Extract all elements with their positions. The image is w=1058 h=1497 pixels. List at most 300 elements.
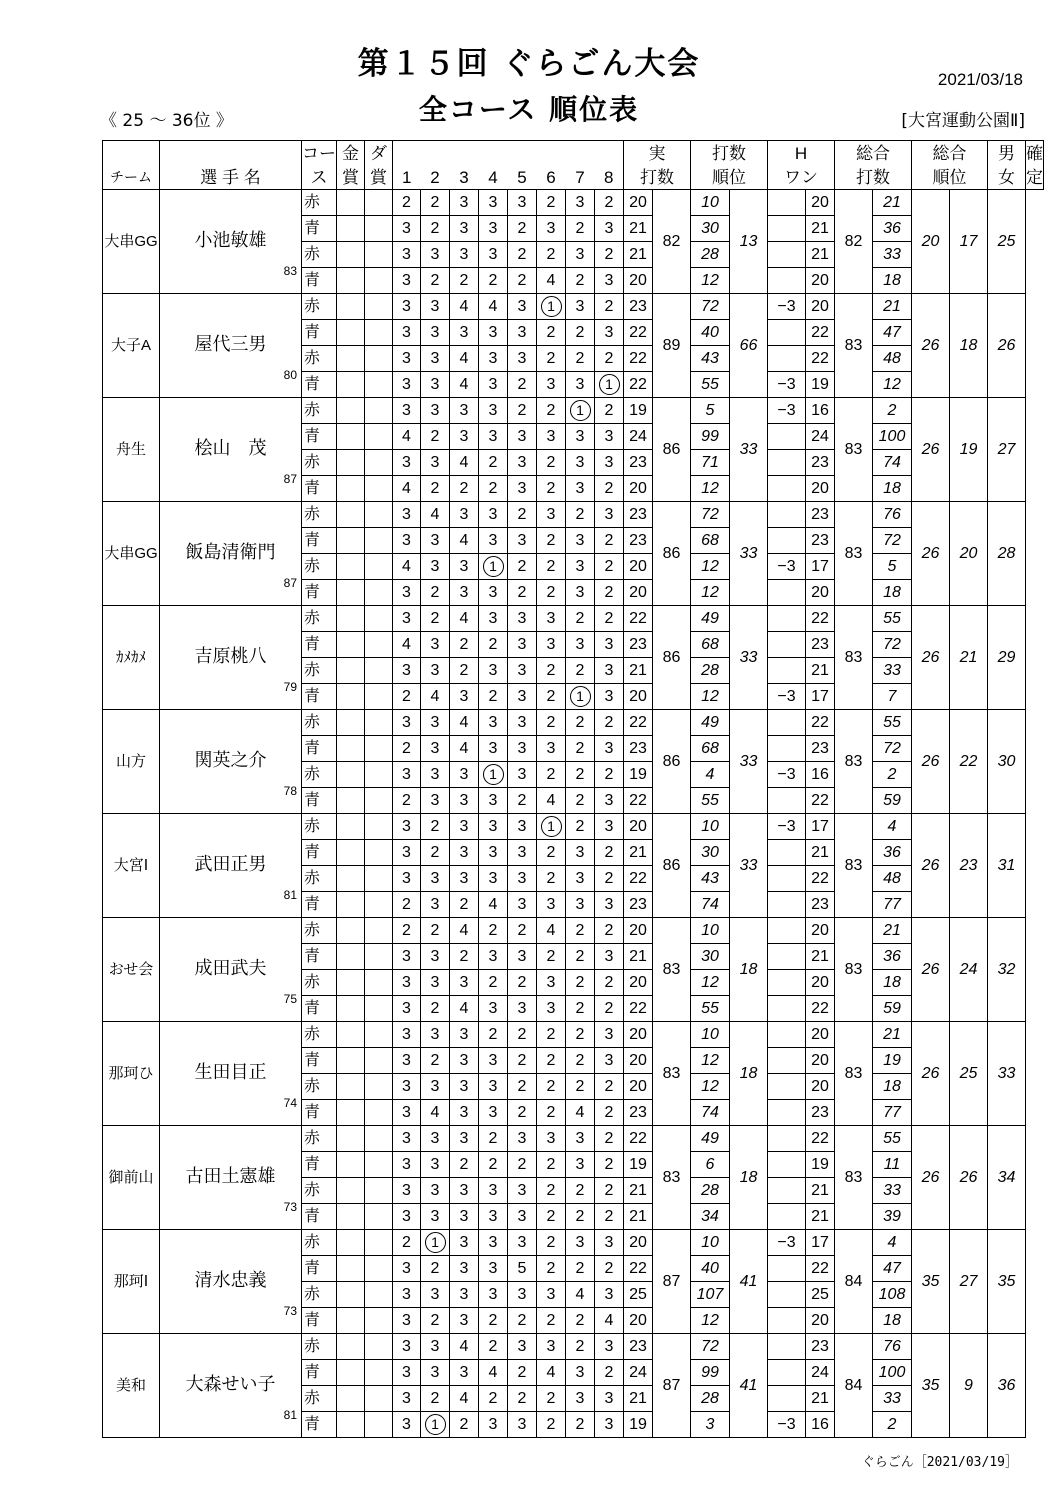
hole-score: 2 [595, 918, 624, 944]
hole-score [595, 372, 624, 398]
hole-score: 3 [595, 684, 624, 710]
hio-adjust [768, 320, 806, 346]
gold-award [337, 502, 365, 528]
hio-adjust [768, 736, 806, 762]
course-color: 赤 [302, 1126, 337, 1152]
course-color: 赤 [302, 866, 337, 892]
hole-score: 4 [450, 736, 479, 762]
hole-score: 2 [479, 476, 508, 502]
gold-award [337, 216, 365, 242]
course-rank: 43 [691, 866, 730, 892]
hole-score: 3 [479, 866, 508, 892]
hole-score: 2 [479, 1386, 508, 1412]
venue: [大宮運動公園Ⅱ] [901, 111, 1025, 131]
hole-score [421, 1230, 450, 1256]
course-color: 赤 [302, 762, 337, 788]
hole-score: 2 [537, 710, 566, 736]
hdr-hole-2: 2 [421, 165, 450, 190]
team-name: 大串GG [103, 502, 160, 606]
hole-score: 3 [479, 502, 508, 528]
hole-score: 2 [537, 320, 566, 346]
gold-award [337, 710, 365, 736]
course-color: 青 [302, 1204, 337, 1230]
course-sum: 23 [624, 450, 653, 476]
hole-score: 2 [508, 372, 537, 398]
hdr-team: チーム [103, 165, 160, 190]
hole-score: 2 [421, 840, 450, 866]
strokes-rank: 13 [730, 190, 768, 294]
hole-score: 2 [566, 996, 595, 1022]
hole-score: 3 [421, 762, 450, 788]
hole-in-one-mark: 1 [570, 400, 591, 421]
gold-award [337, 970, 365, 996]
team-name: 大串GG [103, 190, 160, 294]
adjusted-sum: 21 [806, 840, 835, 866]
course-rank: 72 [691, 294, 730, 320]
hole-score: 2 [508, 1100, 537, 1126]
hole-score: 2 [508, 398, 537, 424]
header-row-top [103, 141, 1044, 166]
total-rank: 35 [912, 1230, 950, 1334]
hole-score: 3 [450, 1126, 479, 1152]
total-strokes: 83 [835, 710, 873, 814]
player-row [103, 710, 1044, 736]
hole-score: 3 [595, 944, 624, 970]
course-color: 赤 [302, 606, 337, 632]
hole-score: 2 [421, 1386, 450, 1412]
hole-score: 3 [479, 788, 508, 814]
strokes-rank: 33 [730, 606, 768, 710]
course-rank: 12 [691, 970, 730, 996]
total-strokes: 82 [835, 190, 873, 294]
da-award [365, 632, 393, 658]
hole-score: 3 [508, 606, 537, 632]
course-sum: 20 [624, 268, 653, 294]
gold-award [337, 450, 365, 476]
course-sum: 22 [624, 710, 653, 736]
hio-adjust [768, 866, 806, 892]
hole-score: 3 [595, 1386, 624, 1412]
hole-score: 3 [393, 1204, 421, 1230]
hole-score: 2 [508, 1152, 537, 1178]
total-rank: 26 [912, 502, 950, 606]
adjusted-sum: 21 [806, 1178, 835, 1204]
hole-score: 3 [479, 1048, 508, 1074]
hole-score: 2 [479, 632, 508, 658]
course-color: 赤 [302, 1022, 337, 1048]
hole-score: 3 [566, 580, 595, 606]
course-color: 青 [302, 1048, 337, 1074]
hole-score: 3 [508, 450, 537, 476]
hio-adjust: −3 [768, 1230, 806, 1256]
hole-score: 3 [479, 424, 508, 450]
hole-score [479, 554, 508, 580]
hole-score: 2 [393, 788, 421, 814]
course-color: 赤 [302, 1074, 337, 1100]
hole-in-one-mark: 1 [425, 1232, 446, 1253]
adjusted-sum: 19 [806, 372, 835, 398]
hole-score: 2 [566, 1022, 595, 1048]
hole-score: 3 [450, 1230, 479, 1256]
adjusted-rank: 76 [873, 502, 912, 528]
adjusted-rank: 33 [873, 242, 912, 268]
hole-score: 3 [537, 1282, 566, 1308]
hdr-hole-4: 4 [479, 165, 508, 190]
gold-award [337, 372, 365, 398]
adjusted-rank: 18 [873, 970, 912, 996]
hole-score: 3 [450, 1256, 479, 1282]
hole-score: 3 [421, 892, 450, 918]
hole-score: 3 [479, 1282, 508, 1308]
hole-score: 2 [508, 1360, 537, 1386]
final-rank: 31 [988, 814, 1026, 918]
hole-score: 3 [479, 1178, 508, 1204]
course-rank: 40 [691, 1256, 730, 1282]
da-award [365, 970, 393, 996]
hole-score: 3 [537, 424, 566, 450]
hole-score: 3 [537, 1334, 566, 1360]
course-rank: 68 [691, 736, 730, 762]
hole-score: 3 [393, 1360, 421, 1386]
da-award [365, 528, 393, 554]
hole-score: 3 [566, 242, 595, 268]
total-rank: 26 [912, 398, 950, 502]
course-color: 青 [302, 216, 337, 242]
hole-score: 3 [537, 502, 566, 528]
da-award [365, 580, 393, 606]
hole-score: 3 [421, 788, 450, 814]
hole-score: 3 [450, 1074, 479, 1100]
hole-score: 2 [479, 1308, 508, 1334]
adjusted-rank: 59 [873, 788, 912, 814]
course-rank: 74 [691, 1100, 730, 1126]
hole-score: 2 [537, 554, 566, 580]
course-color: 赤 [302, 398, 337, 424]
da-award [365, 1022, 393, 1048]
hole-score: 4 [450, 294, 479, 320]
ranking-table [102, 140, 1044, 1438]
hole-score: 2 [421, 606, 450, 632]
course-rank: 12 [691, 1048, 730, 1074]
gold-award [337, 1308, 365, 1334]
course-rank: 49 [691, 606, 730, 632]
hio-adjust [768, 970, 806, 996]
hole-score: 2 [450, 1152, 479, 1178]
gold-award [337, 476, 365, 502]
hdr-total: 打数 [835, 165, 912, 190]
player-age: 81 [283, 888, 297, 902]
adjusted-rank: 33 [873, 658, 912, 684]
gender-rank: 9 [950, 1334, 988, 1438]
hdr-hole-6: 6 [537, 165, 566, 190]
course-color: 青 [302, 632, 337, 658]
course-rank: 68 [691, 528, 730, 554]
gold-award [337, 1100, 365, 1126]
hole-score: 3 [421, 398, 450, 424]
hdr-actual-top: 実 [624, 141, 691, 166]
hole-score: 3 [595, 424, 624, 450]
hole-score: 2 [566, 346, 595, 372]
da-award [365, 398, 393, 424]
hio-adjust [768, 1126, 806, 1152]
hdr-gold: 賞 [337, 165, 365, 190]
course-color: 赤 [302, 450, 337, 476]
gold-award [337, 606, 365, 632]
course-rank: 34 [691, 1204, 730, 1230]
hole-score: 3 [421, 554, 450, 580]
gold-award [337, 814, 365, 840]
hole-score: 3 [508, 1178, 537, 1204]
player-name-cell [160, 294, 302, 398]
hole-score: 3 [537, 970, 566, 996]
player-age: 75 [283, 992, 297, 1006]
page-title: 第１５回 ぐらごん大会 [357, 46, 701, 82]
adjusted-rank: 55 [873, 606, 912, 632]
course-rank: 55 [691, 788, 730, 814]
adjusted-rank: 18 [873, 580, 912, 606]
hole-score: 3 [450, 1178, 479, 1204]
hio-adjust: −3 [768, 1412, 806, 1438]
adjusted-rank: 100 [873, 424, 912, 450]
hole-score: 3 [393, 1334, 421, 1360]
gold-award [337, 346, 365, 372]
hole-score: 3 [595, 1412, 624, 1438]
adjusted-rank: 21 [873, 1022, 912, 1048]
total-rank: 26 [912, 1022, 950, 1126]
adjusted-sum: 23 [806, 528, 835, 554]
course-rank: 40 [691, 320, 730, 346]
player-row [103, 1126, 1044, 1152]
hdr-da-top: ダ [365, 141, 393, 166]
total-strokes: 83 [835, 606, 873, 710]
course-sum: 20 [624, 1230, 653, 1256]
hole-score: 3 [508, 190, 537, 216]
player-name-cell [160, 918, 302, 1022]
hole-score: 2 [479, 1334, 508, 1360]
hole-score: 3 [595, 216, 624, 242]
adjusted-rank: 2 [873, 1412, 912, 1438]
course-sum: 25 [624, 1282, 653, 1308]
adjusted-sum: 20 [806, 190, 835, 216]
hole-score: 3 [450, 424, 479, 450]
total-strokes: 83 [835, 918, 873, 1022]
hio-adjust [768, 528, 806, 554]
hole-score: 2 [479, 1022, 508, 1048]
actual-strokes: 89 [653, 294, 691, 398]
hole-in-one-mark: 1 [541, 296, 562, 317]
hole-score: 2 [595, 476, 624, 502]
hio-adjust [768, 242, 806, 268]
da-award [365, 684, 393, 710]
hole-score: 2 [421, 580, 450, 606]
hole-score: 3 [421, 1074, 450, 1100]
da-award [365, 736, 393, 762]
hole-score: 2 [421, 190, 450, 216]
course-sum: 23 [624, 736, 653, 762]
hio-adjust [768, 918, 806, 944]
hole-score: 3 [566, 632, 595, 658]
adjusted-rank: 77 [873, 1100, 912, 1126]
hole-score: 2 [537, 1412, 566, 1438]
hio-adjust [768, 840, 806, 866]
gender-rank: 23 [950, 814, 988, 918]
hole-score: 2 [595, 710, 624, 736]
player-age: 80 [283, 368, 297, 382]
hio-adjust [768, 1360, 806, 1386]
hdr-course-top: コー [302, 141, 337, 166]
course-color: 青 [302, 424, 337, 450]
player-age: 87 [283, 576, 297, 590]
player-name-cell [160, 502, 302, 606]
da-award [365, 1152, 393, 1178]
course-rank: 99 [691, 424, 730, 450]
hdr-holes-top [393, 141, 624, 166]
hole-score: 3 [393, 1022, 421, 1048]
course-color: 青 [302, 268, 337, 294]
hole-score: 3 [393, 710, 421, 736]
hole-score: 3 [595, 632, 624, 658]
course-rank: 72 [691, 502, 730, 528]
hole-score: 2 [537, 528, 566, 554]
hole-score: 2 [595, 554, 624, 580]
hole-score: 2 [421, 268, 450, 294]
gold-award [337, 1048, 365, 1074]
hole-score: 2 [450, 892, 479, 918]
player-name: 飯島清衛門 [185, 541, 276, 562]
hole-score: 3 [595, 892, 624, 918]
adjusted-sum: 22 [806, 1126, 835, 1152]
hdr-name-top [160, 141, 302, 166]
hio-adjust [768, 190, 806, 216]
hole-score: 3 [537, 632, 566, 658]
hio-adjust [768, 580, 806, 606]
hole-score: 3 [595, 814, 624, 840]
hole-score: 2 [537, 1074, 566, 1100]
adjusted-rank: 77 [873, 892, 912, 918]
hole-score: 2 [537, 1152, 566, 1178]
hole-score: 2 [566, 1074, 595, 1100]
hole-score: 3 [393, 762, 421, 788]
adjusted-sum: 22 [806, 710, 835, 736]
hole-score: 2 [450, 476, 479, 502]
adjusted-rank: 36 [873, 944, 912, 970]
da-award [365, 788, 393, 814]
gold-award [337, 1282, 365, 1308]
total-rank: 20 [912, 190, 950, 294]
hio-adjust [768, 476, 806, 502]
hole-score: 2 [421, 918, 450, 944]
da-award [365, 1204, 393, 1230]
actual-strokes: 83 [653, 918, 691, 1022]
team-name: 大宮Ⅰ [103, 814, 160, 918]
hio-adjust [768, 1152, 806, 1178]
course-sum: 21 [624, 1386, 653, 1412]
hole-score: 3 [450, 684, 479, 710]
hole-score: 4 [450, 346, 479, 372]
hole-score: 3 [479, 242, 508, 268]
hole-score: 3 [595, 1022, 624, 1048]
hio-adjust [768, 1074, 806, 1100]
total-rank: 26 [912, 918, 950, 1022]
adjusted-sum: 23 [806, 1100, 835, 1126]
hole-score: 3 [566, 450, 595, 476]
hole-score: 2 [508, 216, 537, 242]
hole-score: 2 [537, 762, 566, 788]
gold-award [337, 944, 365, 970]
course-rank: 68 [691, 632, 730, 658]
course-sum: 23 [624, 502, 653, 528]
player-name: 関英之介 [194, 749, 267, 770]
adjusted-rank: 33 [873, 1178, 912, 1204]
adjusted-sum: 23 [806, 1334, 835, 1360]
gold-award [337, 242, 365, 268]
hole-score: 2 [595, 606, 624, 632]
gold-award [337, 736, 365, 762]
gold-award [337, 684, 365, 710]
team-name: 舟生 [103, 398, 160, 502]
hole-score: 2 [537, 1022, 566, 1048]
adjusted-rank: 12 [873, 372, 912, 398]
adjusted-rank: 18 [873, 268, 912, 294]
hole-score: 3 [393, 658, 421, 684]
strokes-rank: 18 [730, 1126, 768, 1230]
hdr-gold-top: 金 [337, 141, 365, 166]
adjusted-sum: 22 [806, 996, 835, 1022]
hole-score: 3 [393, 268, 421, 294]
strokes-rank: 41 [730, 1334, 768, 1438]
hole-score: 2 [450, 268, 479, 294]
course-sum: 22 [624, 606, 653, 632]
total-rank: 26 [912, 606, 950, 710]
course-rank: 10 [691, 1230, 730, 1256]
course-rank: 3 [691, 1412, 730, 1438]
player-row [103, 814, 1044, 840]
rank-range: 《 25 ～ 36位 》 [100, 111, 233, 131]
hole-score: 2 [479, 268, 508, 294]
course-rank: 49 [691, 1126, 730, 1152]
hole-score: 2 [537, 346, 566, 372]
adjusted-rank: 2 [873, 398, 912, 424]
course-rank: 30 [691, 840, 730, 866]
hole-score: 3 [566, 1230, 595, 1256]
hio-adjust [768, 1022, 806, 1048]
hio-adjust: −3 [768, 684, 806, 710]
course-sum: 24 [624, 424, 653, 450]
final-rank: 26 [988, 294, 1026, 398]
course-sum: 20 [624, 1022, 653, 1048]
course-sum: 20 [624, 476, 653, 502]
hole-score: 4 [537, 918, 566, 944]
hole-score: 3 [508, 710, 537, 736]
course-rank: 12 [691, 1308, 730, 1334]
hole-score: 3 [479, 398, 508, 424]
hole-score: 3 [566, 1360, 595, 1386]
hole-score: 3 [479, 1230, 508, 1256]
adjusted-rank: 72 [873, 528, 912, 554]
actual-strokes: 86 [653, 398, 691, 502]
hole-score: 3 [508, 1334, 537, 1360]
hole-score: 2 [595, 398, 624, 424]
hole-score: 3 [479, 190, 508, 216]
hole-score: 3 [450, 1360, 479, 1386]
hole-score: 3 [450, 242, 479, 268]
hole-score: 2 [566, 320, 595, 346]
course-color: 青 [302, 476, 337, 502]
course-rank: 12 [691, 554, 730, 580]
da-award [365, 554, 393, 580]
course-rank: 30 [691, 944, 730, 970]
hole-score: 2 [595, 1178, 624, 1204]
